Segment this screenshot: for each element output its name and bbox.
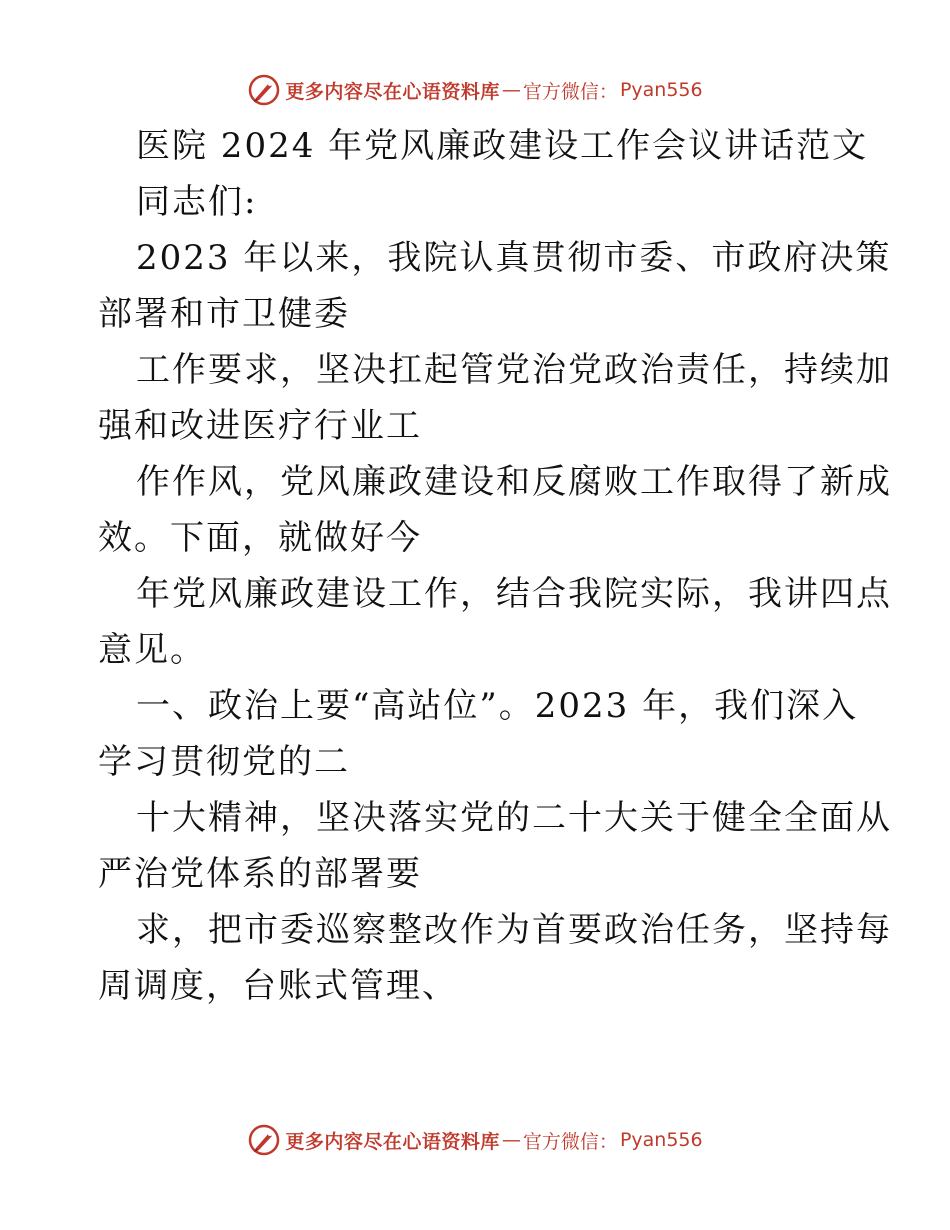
paragraph-line: 作作风，党风廉政建设和反腐败工作取得了新成 [136,462,892,502]
paragraph-line: 工作要求，坚决扛起管党治党政治责任，持续加 [136,350,892,390]
paragraph-line: 部署和市卫健委 [98,294,350,334]
pen-nib-logo-icon [247,73,281,107]
banner-site-text: 更多内容尽在心语资料库 [285,80,500,103]
banner-dash: — [501,79,521,101]
banner-wechat-id: Pyan556 [619,79,703,101]
banner-wechat-label: 官方微信： [522,1130,618,1153]
paragraph-line: 求，把市委巡察整改作为首要政治任务，坚持每 [136,910,892,950]
banner-wechat-id: Pyan556 [619,1129,703,1151]
paragraph-line: 2023 年以来，我院认真贯彻市委、市政府决策 [136,238,892,278]
document-body [98,118,892,1014]
paragraph-line: 周调度，台账式管理、 [98,966,458,1006]
banner-dash: — [501,1129,521,1151]
paragraph-line: 同志们: [136,182,258,222]
paragraph-line: 意见。 [98,630,206,670]
header-banner [0,70,950,110]
paragraph-line: 学习贯彻党的二 [98,742,350,782]
paragraph-line: 严治党体系的部署要 [98,854,422,894]
pen-nib-logo-icon [247,1123,281,1157]
paragraph-line: 效。下面，就做好今 [98,518,422,558]
paragraph-line: 强和改进医疗行业工 [98,406,422,446]
paragraph-line: 一、政治上要“高站位”。2023 年，我们深入 [136,686,859,726]
paragraph-line: 年党风廉政建设工作，结合我院实际，我讲四点 [136,574,892,614]
paragraph-line: 十大精神，坚决落实党的二十大关于健全全面从 [136,798,892,838]
document-title: 医院 2024 年党风廉政建设工作会议讲话范文 [136,126,869,166]
banner-wechat-label: 官方微信： [522,80,618,103]
banner-site-text: 更多内容尽在心语资料库 [285,1130,500,1153]
footer-banner [0,1120,950,1160]
